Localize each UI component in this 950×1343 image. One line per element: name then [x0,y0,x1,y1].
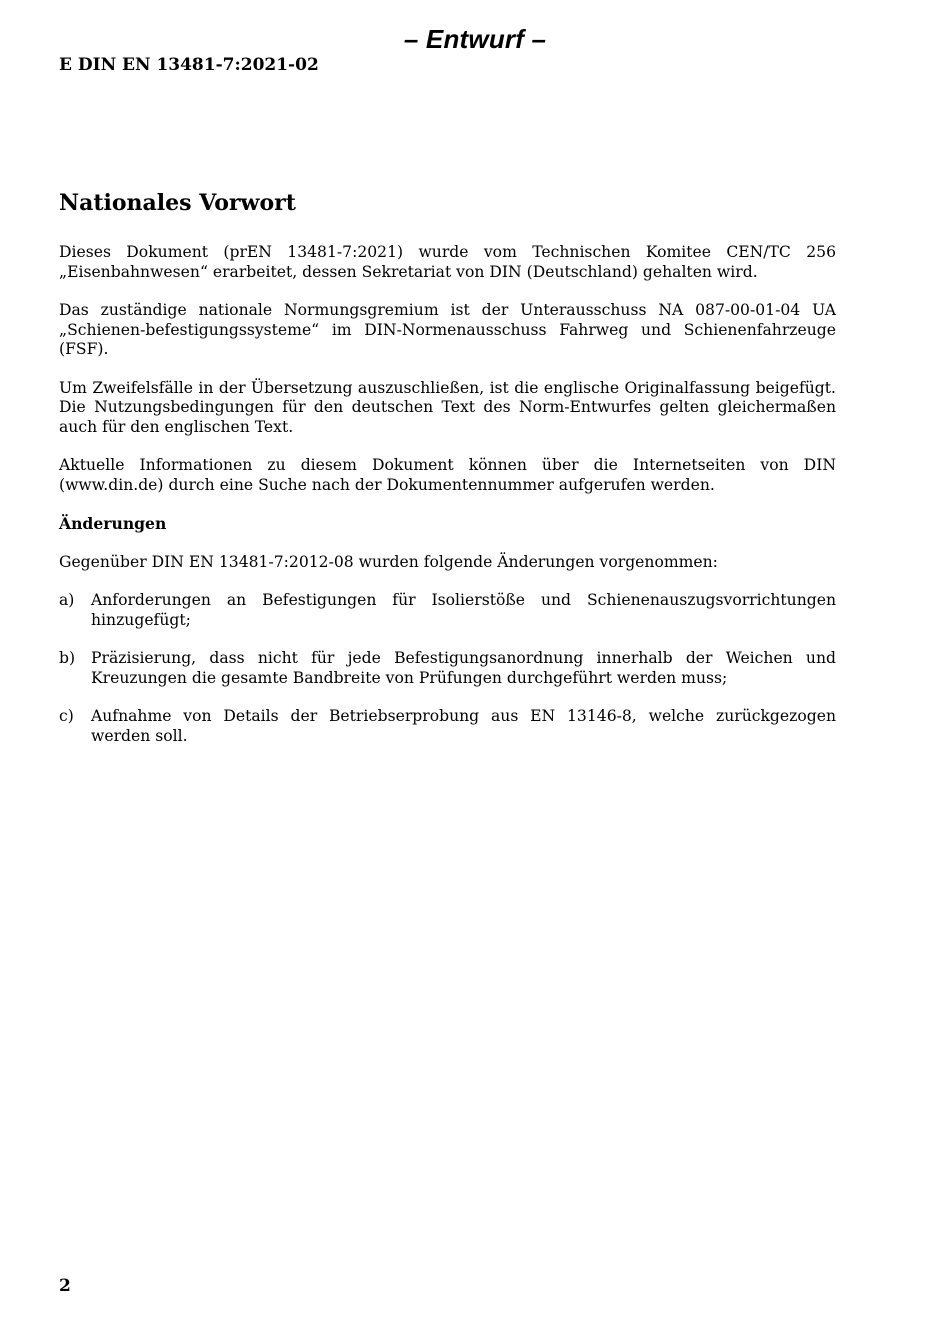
page-content [59,188,836,765]
document-id: E DIN EN 13481-7:2021-02 [59,55,319,75]
list-marker: b) [59,649,76,667]
list-item [59,649,836,688]
list-item [59,591,836,630]
list-marker: a) [59,591,75,609]
section-title: Nationales Vorwort [59,190,296,216]
list-text: Aufnahme von Details der Betriebserprobung aus EN 13146-8, welche zurückgezogen werden soll. [91,707,836,745]
list-text: Präzisierung, dass nicht für jede Befestigungsanordnung innerhalb der Weichen und Kreuzungen die gesamte Bandbreite von Prüfungen durchgeführt werden muss; [91,649,836,687]
paragraph: Das zuständige nationale Normungsgremium ist der Unterausschuss NA 087-00-01-04 UA „Schienen-befestigungssysteme“ im DIN-Normenausschuss Fahrweg und Schienenfahrzeuge (FSF). [59,301,836,358]
paragraph: Dieses Dokument (prEN 13481-7:2021) wurde vom Technischen Komitee CEN/TC 256 „Eisenbahnwesen“ erarbeitet, dessen Sekretariat von DIN (Deutschland) gehalten wird. [59,243,836,281]
changes-intro: Gegenüber DIN EN 13481-7:2012-08 wurden folgende Änderungen vorgenommen: [59,552,718,571]
paragraph: Aktuelle Informationen zu diesem Dokument können über die Internetseiten von DIN (www.din.de) durch eine Suche nach der Dokumentennummer aufgerufen werden. [59,456,836,494]
paragraph: Um Zweifelsfälle in der Übersetzung auszuschließen, ist die englische Originalfassung beigefügt. Die Nutzungsbedingungen für den deutschen Text des Norm-Entwurfes gelten gleichermaßen auch für den englischen Text. [59,378,836,436]
list-text: Anforderungen an Befestigungen für Isolierstöße und Schienenauszugsvorrichtungen hinzugefügt; [91,591,836,629]
list-marker: c) [59,707,74,725]
changes-heading: Änderungen [59,514,167,533]
draft-watermark: – Entwurf – [403,24,547,54]
page-number: 2 [59,1276,71,1296]
list-item [59,707,836,746]
